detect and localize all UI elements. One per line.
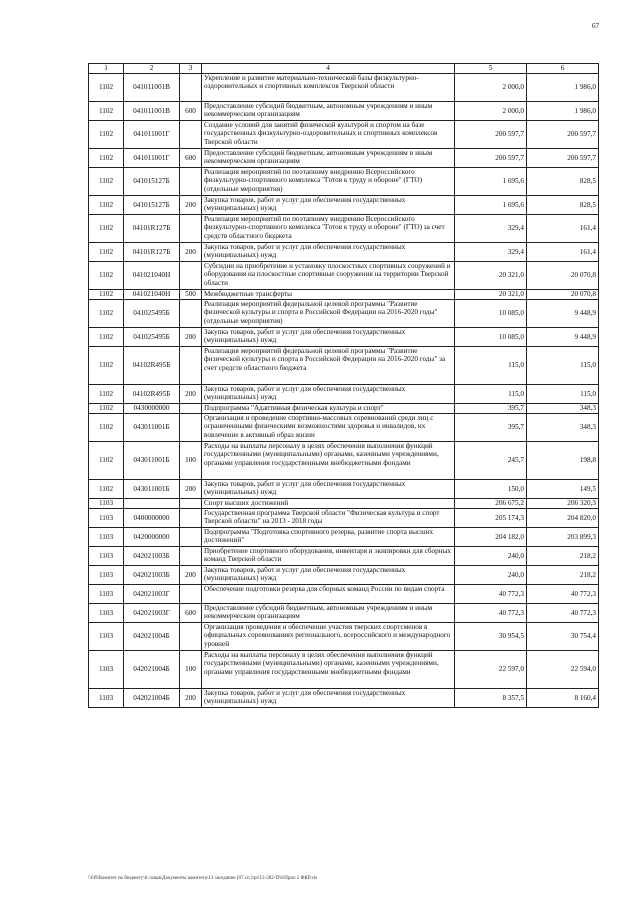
table-row [89, 168, 599, 196]
section-cell: 1103 [89, 604, 124, 623]
planned-amount-cell: 395,7 [455, 414, 527, 442]
executed-amount-cell: 20 070,8 [527, 290, 599, 300]
table-row [89, 102, 599, 121]
planned-amount-cell: 1 695,6 [455, 196, 527, 215]
executed-amount-cell: 20 070,8 [527, 262, 599, 290]
description-cell: Реализация мероприятий федеральной целевой программы "Развитие физической культуры и спорта в Российской Федерации на 2016-2020 годы" (отдельные мероприятия) [202, 300, 455, 328]
executed-amount-cell: 203 899,3 [527, 528, 599, 547]
planned-amount-cell: 115,0 [455, 385, 527, 404]
executed-amount-cell: 198,8 [527, 442, 599, 480]
planned-amount-cell: 20 321,0 [455, 262, 527, 290]
header-col-6: 6 [527, 64, 599, 74]
executed-amount-cell: 115,0 [527, 347, 599, 385]
executed-amount-cell: 30 754,4 [527, 623, 599, 651]
section-cell: 1102 [89, 347, 124, 385]
description-cell: Закупка товаров, работ и услуг для обеспечения государственных (муниципальных) нужд [202, 196, 455, 215]
description-cell: Организация и проведение спортивно-массовых соревнований среди лиц с ограниченными физическими возможностями здоровья и инвалидов, их вовлечение в активный образ жизни [202, 414, 455, 442]
target-code-cell [124, 499, 180, 509]
executed-amount-cell: 348,3 [527, 414, 599, 442]
target-code-cell: 041025495Б [124, 328, 180, 347]
description-cell: Закупка товаров, работ и услуг для обеспечения государственных (муниципальных) нужд [202, 385, 455, 404]
planned-amount-cell: 8 357,5 [455, 689, 527, 708]
description-cell: Реализация мероприятий федеральной целевой программы "Развитие физической культуры и спорта в Российской Федерации на 2016-2020 годы" за счет средств областного бюджета [202, 347, 455, 385]
target-code-cell: 042021003Г [124, 585, 180, 604]
expense-type-cell: 600 [180, 604, 202, 623]
executed-amount-cell: 200 597,7 [527, 121, 599, 149]
expense-type-cell [180, 347, 202, 385]
description-cell: Предоставление субсидий бюджетным, автономным учреждениям и иным некоммерческим организациям [202, 102, 455, 121]
description-cell: Создание условий для занятий физической культурой и спортом на базе государственных физкультурно-оздоровительных и спортивных комплексов Тверской области [202, 121, 455, 149]
executed-amount-cell: 218,2 [527, 547, 599, 566]
planned-amount-cell: 115,0 [455, 347, 527, 385]
planned-amount-cell: 245,7 [455, 442, 527, 480]
target-code-cell: 043011001Б [124, 414, 180, 442]
section-cell: 1103 [89, 623, 124, 651]
section-cell: 1102 [89, 414, 124, 442]
executed-amount-cell: 8 160,4 [527, 689, 599, 708]
expense-type-cell: 200 [180, 196, 202, 215]
section-cell: 1102 [89, 74, 124, 102]
target-code-cell: 042021004Б [124, 689, 180, 708]
expense-type-cell: 600 [180, 149, 202, 168]
target-code-cell: 04102R495Б [124, 385, 180, 404]
section-cell: 1103 [89, 585, 124, 604]
expense-type-cell [180, 623, 202, 651]
target-code-cell: 041011001В [124, 102, 180, 121]
description-cell: Спорт высших достижений [202, 499, 455, 509]
expense-type-cell: 200 [180, 689, 202, 708]
expense-type-cell [180, 168, 202, 196]
description-cell: Расходы на выплаты персоналу в целях обеспечения выполнения функций государственными (муниципальными) органами, казенными учреждениями, органами управления государственными внебюджетными фондами [202, 442, 455, 480]
table-row [89, 547, 599, 566]
planned-amount-cell: 2 000,0 [455, 102, 527, 121]
section-cell: 1102 [89, 149, 124, 168]
table-row [89, 651, 599, 689]
section-cell: 1102 [89, 404, 124, 414]
planned-amount-cell: 240,0 [455, 566, 527, 585]
expense-type-cell [180, 74, 202, 102]
planned-amount-cell: 206 675,2 [455, 499, 527, 509]
table-row [89, 328, 599, 347]
description-cell: Закупка товаров, работ и услуг для обеспечения государственных (муниципальных) нужд [202, 480, 455, 499]
table-row [89, 385, 599, 404]
section-cell: 1102 [89, 168, 124, 196]
expense-type-cell [180, 414, 202, 442]
expense-type-cell [180, 215, 202, 243]
section-cell: 1102 [89, 196, 124, 215]
expense-type-cell [180, 528, 202, 547]
planned-amount-cell: 40 772,3 [455, 585, 527, 604]
target-code-cell: 042021004Б [124, 623, 180, 651]
planned-amount-cell: 40 772,3 [455, 604, 527, 623]
executed-amount-cell: 206 320,3 [527, 499, 599, 509]
table-row [89, 243, 599, 262]
table-row [89, 300, 599, 328]
planned-amount-cell: 395,7 [455, 404, 527, 414]
expense-type-cell: 100 [180, 651, 202, 689]
executed-amount-cell: 149,5 [527, 480, 599, 499]
section-cell: 1102 [89, 121, 124, 149]
target-code-cell: 042021003Б [124, 547, 180, 566]
planned-amount-cell: 1 695,6 [455, 168, 527, 196]
expense-type-cell: 200 [180, 480, 202, 499]
section-cell: 1102 [89, 243, 124, 262]
executed-amount-cell: 204 820,0 [527, 509, 599, 528]
table-row [89, 262, 599, 290]
executed-amount-cell: 200 597,7 [527, 149, 599, 168]
header-col-1: 1 [89, 64, 124, 74]
executed-amount-cell: 1 986,0 [527, 102, 599, 121]
description-cell: Закупка товаров, работ и услуг для обеспечения государственных (муниципальных) нужд [202, 328, 455, 347]
section-cell: 1103 [89, 547, 124, 566]
target-code-cell: 041015127Б [124, 196, 180, 215]
description-cell: Приобретение спортивного оборудования, инвентаря и экипировки для сборных команд Тверской области [202, 547, 455, 566]
planned-amount-cell: 20 321,0 [455, 290, 527, 300]
executed-amount-cell: 9 448,9 [527, 328, 599, 347]
planned-amount-cell: 10 085,0 [455, 300, 527, 328]
executed-amount-cell: 348,3 [527, 404, 599, 414]
table-row [89, 499, 599, 509]
description-cell: Обеспечение подготовки резерва для сборных команд России по видам спорта [202, 585, 455, 604]
planned-amount-cell: 30 954,5 [455, 623, 527, 651]
target-code-cell: 0420000000 [124, 528, 180, 547]
executed-amount-cell: 115,0 [527, 385, 599, 404]
expense-type-cell [180, 300, 202, 328]
expense-type-cell [180, 509, 202, 528]
table-row [89, 196, 599, 215]
executed-amount-cell: 828,5 [527, 168, 599, 196]
planned-amount-cell: 200 597,7 [455, 121, 527, 149]
section-cell: 1102 [89, 215, 124, 243]
section-cell: 1102 [89, 262, 124, 290]
executed-amount-cell: 22 594,0 [527, 651, 599, 689]
target-code-cell: 043011001Б [124, 442, 180, 480]
expense-type-cell [180, 404, 202, 414]
target-code-cell: 04101R127Б [124, 243, 180, 262]
section-cell: 1102 [89, 290, 124, 300]
table-row [89, 689, 599, 708]
executed-amount-cell: 161,4 [527, 215, 599, 243]
target-code-cell: 042021003Г [124, 604, 180, 623]
description-cell: Расходы на выплаты персоналу в целях обеспечения выполнения функций государственными (муниципальными) органами, казенными учреждениями, органами управления государственными внебюджетными фондами [202, 651, 455, 689]
table-row [89, 347, 599, 385]
executed-amount-cell: 161,4 [527, 243, 599, 262]
expense-type-cell: 200 [180, 243, 202, 262]
description-cell: Субсидии на приобретение и установку плоскостных спортивных сооружений и оборудования на плоскостные спортивные сооружения на территории Тверской области [202, 262, 455, 290]
section-cell: 1103 [89, 509, 124, 528]
description-cell: Государственная программа Тверской области "Физическая культура и спорт Тверской области" на 2013 - 2018 годы [202, 509, 455, 528]
planned-amount-cell: 204 182,0 [455, 528, 527, 547]
description-cell: Организация проведения и обеспечение участия тверских спортсменов в официальных соревнованиях регионального, всероссийского и международного уровней [202, 623, 455, 651]
expense-type-cell [180, 547, 202, 566]
description-cell: Подпрограмма "Адаптивная физическая культура и спорт" [202, 404, 455, 414]
table-row [89, 74, 599, 102]
executed-amount-cell: 9 448,9 [527, 300, 599, 328]
planned-amount-cell: 2 000,0 [455, 74, 527, 102]
target-code-cell: 042021003Б [124, 566, 180, 585]
table-row [89, 215, 599, 243]
section-cell: 1103 [89, 566, 124, 585]
executed-amount-cell: 1 986,0 [527, 74, 599, 102]
planned-amount-cell: 205 174,3 [455, 509, 527, 528]
expense-type-cell [180, 121, 202, 149]
target-code-cell: 041021040Н [124, 262, 180, 290]
executed-amount-cell: 40 772,3 [527, 585, 599, 604]
table-row [89, 121, 599, 149]
target-code-cell: 041011001Г [124, 121, 180, 149]
table-row [89, 585, 599, 604]
executed-amount-cell: 218,2 [527, 566, 599, 585]
expense-type-cell: 500 [180, 290, 202, 300]
planned-amount-cell: 150,0 [455, 480, 527, 499]
table-row [89, 509, 599, 528]
target-code-cell: 0400000000 [124, 509, 180, 528]
section-cell: 1102 [89, 102, 124, 121]
expense-type-cell: 200 [180, 566, 202, 585]
table-row [89, 290, 599, 300]
table-header-row [89, 64, 599, 74]
target-code-cell: 041011001В [124, 74, 180, 102]
table-row [89, 566, 599, 585]
section-cell: 1103 [89, 528, 124, 547]
table-row [89, 528, 599, 547]
table-row [89, 604, 599, 623]
target-code-cell: 041015127Б [124, 168, 180, 196]
table-row [89, 404, 599, 414]
planned-amount-cell: 10 085,0 [455, 328, 527, 347]
expense-type-cell: 200 [180, 385, 202, 404]
section-cell: 1102 [89, 480, 124, 499]
description-cell: Закупка товаров, работ и услуг для обеспечения государственных (муниципальных) нужд [202, 689, 455, 708]
target-code-cell: 043011001Б [124, 480, 180, 499]
expense-type-cell: 600 [180, 102, 202, 121]
table-row [89, 149, 599, 168]
target-code-cell: 04101R127Б [124, 215, 180, 243]
header-col-3: 3 [180, 64, 202, 74]
planned-amount-cell: 329,4 [455, 215, 527, 243]
description-cell: Подпрограмма "Подготовка спортивного резерва, развитие спорта высших достижений" [202, 528, 455, 547]
target-code-cell: 04102R495Б [124, 347, 180, 385]
section-cell: 1102 [89, 442, 124, 480]
section-cell: 1102 [89, 385, 124, 404]
section-cell: 1102 [89, 328, 124, 347]
budget-table [88, 63, 599, 708]
header-col-2: 2 [124, 64, 180, 74]
planned-amount-cell: 22 597,0 [455, 651, 527, 689]
header-col-5: 5 [455, 64, 527, 74]
description-cell: Реализация мероприятий по поэтапному внедрению Всероссийского физкультурно-спортивного комплекса "Готов к труду и обороне" (ГТО) (отдельные мероприятия) [202, 168, 455, 196]
target-code-cell: 041025495Б [124, 300, 180, 328]
section-cell: 1103 [89, 689, 124, 708]
page-number: 67 [592, 22, 599, 30]
target-code-cell: 042021004Б [124, 651, 180, 689]
table-body [89, 74, 599, 708]
description-cell: Закупка товаров, работ и услуг для обеспечения государственных (муниципальных) нужд [202, 243, 455, 262]
footer-file-path: \\f49\Комитет по бюджету\8 созыв\Документы комитета\13 заседание (07.сп.)\pr\13-282-П\6\Прил 5 ФКР.xls [88, 876, 318, 881]
section-cell: 1102 [89, 300, 124, 328]
table-row [89, 623, 599, 651]
table-row [89, 414, 599, 442]
planned-amount-cell: 200 597,7 [455, 149, 527, 168]
section-cell: 1103 [89, 651, 124, 689]
table-row [89, 442, 599, 480]
description-cell: Укрепление и развитие материально-технической базы физкультурно-оздоровительных и спортивных комплексов Тверской области [202, 74, 455, 102]
expense-type-cell: 100 [180, 442, 202, 480]
executed-amount-cell: 40 772,3 [527, 604, 599, 623]
executed-amount-cell: 828,5 [527, 196, 599, 215]
expense-type-cell [180, 499, 202, 509]
description-cell: Межбюджетные трансферты [202, 290, 455, 300]
table-row [89, 480, 599, 499]
planned-amount-cell: 329,4 [455, 243, 527, 262]
section-cell: 1103 [89, 499, 124, 509]
header-col-4: 4 [202, 64, 455, 74]
description-cell: Предоставление субсидий бюджетным, автономным учреждениям и иным некоммерческим организациям [202, 604, 455, 623]
expense-type-cell: 200 [180, 328, 202, 347]
description-cell: Реализация мероприятий по поэтапному внедрению Всероссийского физкультурно-спортивного комплекса "Готов к труду и обороне" (ГТО) за счет средств областного бюджета [202, 215, 455, 243]
target-code-cell: 041021040Н [124, 290, 180, 300]
description-cell: Предоставление субсидий бюджетным, автономным учреждениям и иным некоммерческим организациям [202, 149, 455, 168]
expense-type-cell [180, 585, 202, 604]
target-code-cell: 041011001Г [124, 149, 180, 168]
target-code-cell: 0430000000 [124, 404, 180, 414]
expense-type-cell [180, 262, 202, 290]
planned-amount-cell: 240,0 [455, 547, 527, 566]
description-cell: Закупка товаров, работ и услуг для обеспечения государственных (муниципальных) нужд [202, 566, 455, 585]
